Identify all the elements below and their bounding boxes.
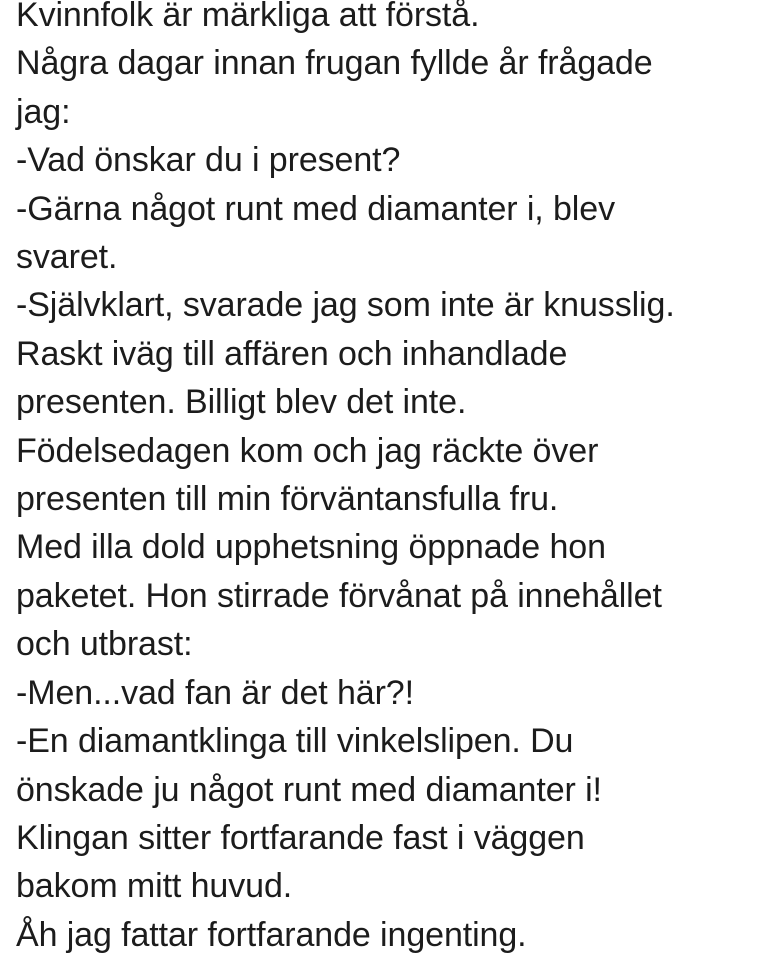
text-line: Raskt iväg till affären och inhandlade (16, 334, 568, 373)
text-line: -Men...vad fan är det här?! (16, 673, 414, 712)
text-line: och utbrast: (16, 625, 193, 664)
text-line: paketet. Hon stirrade förvånat på innehållet (16, 576, 662, 615)
text-line: presenten. Billigt blev det inte. (16, 383, 467, 422)
text-line: Kvinnfolk är märkliga att förstå. (16, 0, 480, 34)
text-line: -Gärna något runt med diamanter i, blev (16, 189, 615, 228)
text-line: -Vad önskar du i present? (16, 141, 401, 180)
text-line: Åh jag fattar fortfarande ingenting. (16, 915, 527, 954)
text-line: jag: (16, 92, 71, 131)
text-line: Födelsedagen kom och jag räckte över (16, 431, 599, 470)
text-line: presenten till min förväntansfulla fru. (16, 480, 559, 519)
text-line: Klingan sitter fortfarande fast i väggen (16, 818, 585, 857)
text-line: Med illa dold upphetsning öppnade hon (16, 528, 606, 567)
text-line: bakom mitt huvud. (16, 867, 293, 906)
post-text (16, 0, 771, 959)
text-line: -En diamantklinga till vinkelslipen. Du (16, 722, 574, 761)
text-line: -Självklart, svarade jag som inte är knusslig. (16, 286, 675, 325)
text-line: svaret. (16, 238, 118, 277)
text-line: Några dagar innan frugan fyllde år frågade (16, 44, 653, 83)
text-line: önskade ju något runt med diamanter i! (16, 770, 602, 809)
